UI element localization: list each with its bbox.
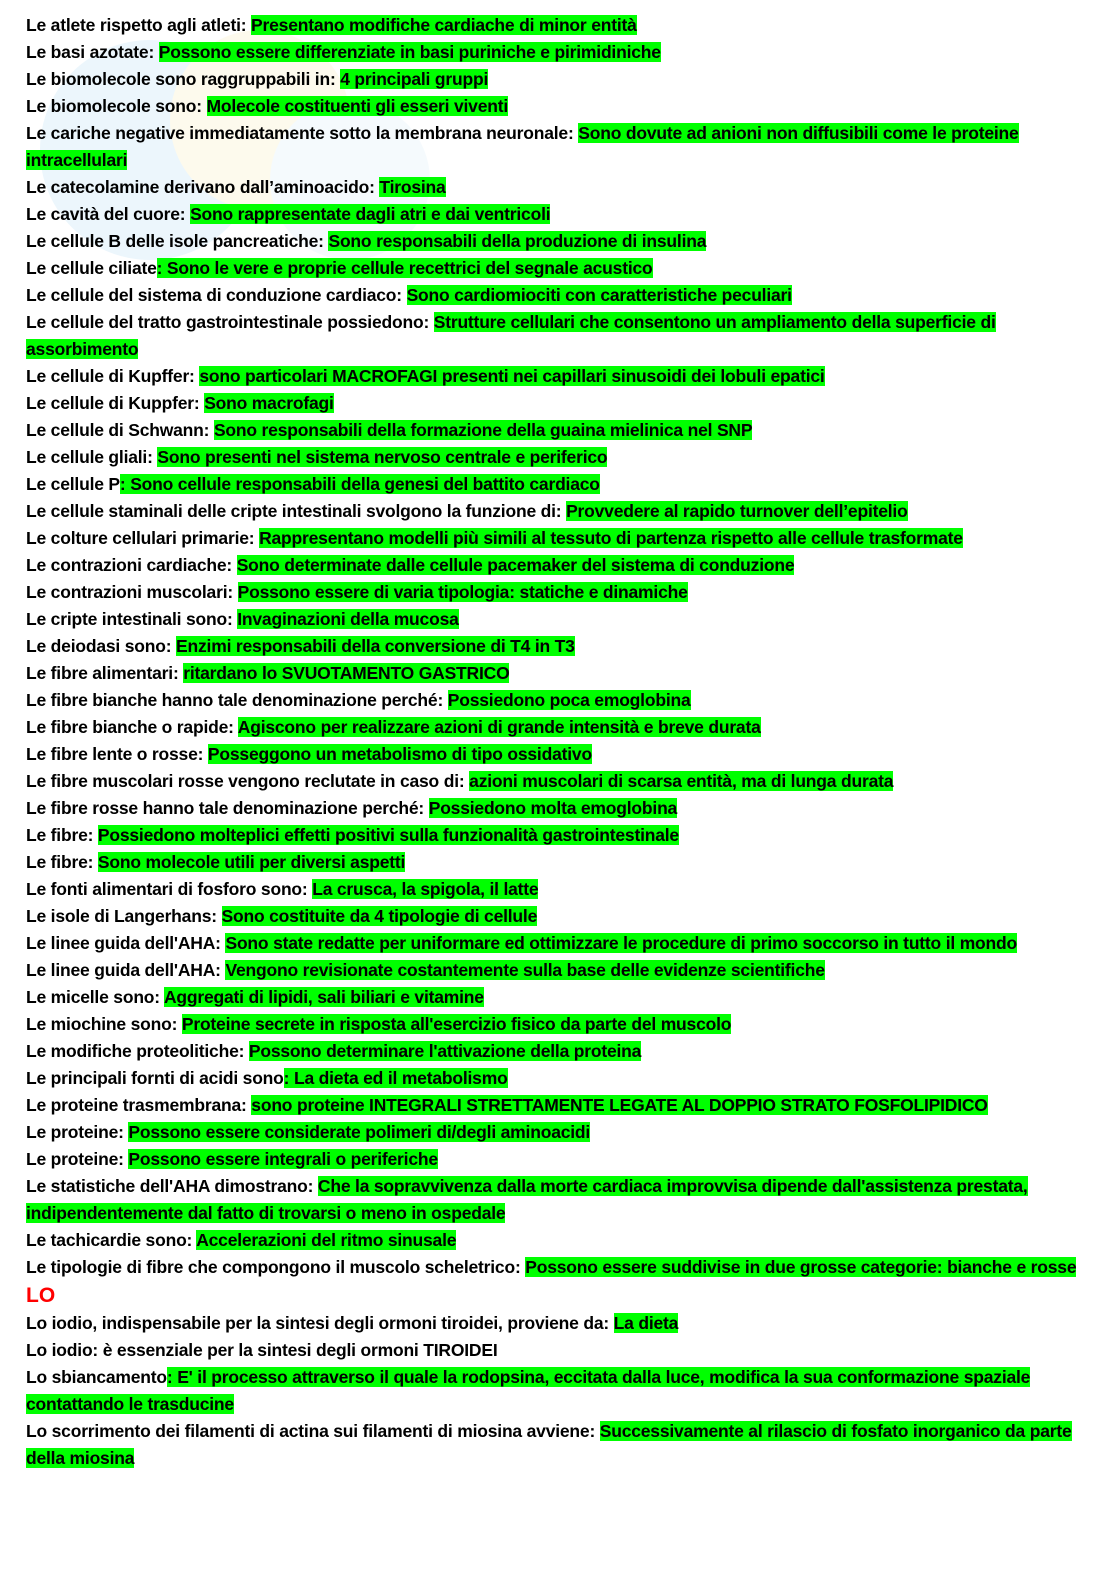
- qa-entry: [26, 957, 1096, 984]
- question-text: Le statistiche dell'AHA dimostrano:: [26, 1176, 318, 1196]
- qa-entry: [26, 1254, 1096, 1281]
- question-text: Le fibre bianche hanno tale denominazione perché:: [26, 690, 448, 710]
- qa-entry: [26, 741, 1096, 768]
- answer-highlight: Presentano modifiche cardiache di minor entità: [251, 15, 637, 35]
- answer-highlight: Sono presenti nel sistema nervoso centrale e periferico: [157, 447, 608, 467]
- question-text: Le contrazioni muscolari:: [26, 582, 238, 602]
- question-text: Le cellule di Schwann:: [26, 420, 214, 440]
- question-text: Le biomolecole sono:: [26, 96, 207, 116]
- answer-highlight: Posseggono un metabolismo di tipo ossidativo: [207, 744, 592, 764]
- qa-entry: [26, 984, 1096, 1011]
- question-text: Le tipologie di fibre che compongono il muscolo scheletrico:: [26, 1257, 526, 1277]
- question-text: Le miochine sono:: [26, 1014, 182, 1034]
- question-text: Le basi azotate:: [26, 42, 159, 62]
- answer-highlight: Sono molecole utili per diversi aspetti: [97, 852, 406, 872]
- answer-highlight: Possono essere differenziate in basi puriniche e pirimidiniche: [158, 42, 661, 62]
- answer-highlight: Successivamente al rilascio di fosfato inorganico da parte della miosina: [26, 1421, 1072, 1468]
- qa-entry: [26, 1011, 1096, 1038]
- answer-highlight: Aggregati di lipidi, sali biliari e vitamine: [163, 987, 484, 1007]
- answer-highlight: : Sono le vere e proprie cellule recettrici del segnale acustico: [156, 258, 653, 278]
- qa-entry: [26, 93, 1096, 120]
- question-text: Le micelle sono:: [26, 987, 164, 1007]
- question-text: Le linee guida dell'AHA:: [26, 960, 226, 980]
- answer-highlight: 4 principali gruppi: [340, 69, 489, 89]
- qa-entry: [26, 795, 1096, 822]
- question-text: Le principali fornti di acidi sono: [26, 1068, 284, 1088]
- question-text: Le proteine trasmembrana:: [26, 1095, 252, 1115]
- answer-highlight: Possiedono molta emoglobina: [428, 798, 678, 818]
- answer-highlight: Possono essere di varia tipologia: statiche e dinamiche: [237, 582, 688, 602]
- answer-highlight: : La dieta ed il metabolismo: [283, 1068, 508, 1088]
- question-text: Le cellule staminali delle cripte intestinali svolgono la funzione di:: [26, 501, 567, 521]
- question-text: Le fonti alimentari di fosforo sono:: [26, 879, 313, 899]
- qa-entry: [26, 120, 1096, 174]
- answer-highlight: Sono cardiomiociti con caratteristiche peculiari: [406, 285, 792, 305]
- qa-entry: [26, 1227, 1096, 1254]
- qa-entry: [26, 1038, 1096, 1065]
- entry-list-lo: [26, 1310, 1096, 1472]
- answer-highlight: Possiedono poca emoglobina: [447, 690, 691, 710]
- question-text: Le cellule del tratto gastrointestinale possiedono:: [26, 312, 434, 332]
- answer-highlight: Possono essere suddivise in due grosse categorie: bianche e rosse: [525, 1257, 1077, 1277]
- answer-highlight: sono proteine INTEGRALI STRETTAMENTE LEGATE AL DOPPIO STRATO FOSFOLIPIDICO: [251, 1095, 988, 1115]
- question-text: Le catecolamine derivano dall’aminoacido:: [26, 177, 380, 197]
- answer-highlight: sono particolari MACROFAGI presenti nei capillari sinusoidi dei lobuli epatici: [199, 366, 825, 386]
- question-text: Le fibre:: [26, 852, 98, 872]
- question-text: Le modifiche proteolitiche:: [26, 1041, 249, 1061]
- question-text: Le cripte intestinali sono:: [26, 609, 238, 629]
- answer-highlight: Rappresentano modelli più simili al tessuto di partenza rispetto alle cellule trasformate: [259, 528, 963, 548]
- answer-highlight: : Sono cellule responsabili della genesi del battito cardiaco: [119, 474, 600, 494]
- answer-highlight: ritardano lo SVUOTAMENTO GASTRICO: [183, 663, 510, 683]
- answer-highlight: Sono responsabili della formazione della guaina mielinica nel SNP: [213, 420, 753, 440]
- answer-highlight: Vengono revisionate costantemente sulla base delle evidenze scientifiche: [225, 960, 825, 980]
- question-text: Le cellule di Kupffer:: [26, 366, 200, 386]
- question-text: Le fibre bianche o rapide:: [26, 717, 238, 737]
- qa-entry: [26, 876, 1096, 903]
- answer-highlight: Sono responsabili della produzione di insulina: [328, 231, 707, 251]
- answer-highlight: Provvedere al rapido turnover dell’epitelio: [566, 501, 908, 521]
- answer-highlight: Sono state redatte per uniformare ed ottimizzare le procedure di primo soccorso in tutto il mondo: [225, 933, 1018, 953]
- answer-highlight: Che la sopravvivenza dalla morte cardiaca improvvisa dipende dall'assistenza prestata, indipendentemente dal fatto di trovarsi o meno in ospedale: [26, 1176, 1028, 1223]
- answer-highlight: Enzimi responsabili della conversione di T4 in T3: [176, 636, 575, 656]
- answer-highlight: Possono essere considerate polimeri di/degli aminoacidi: [128, 1122, 591, 1142]
- qa-entry: [26, 1418, 1096, 1472]
- qa-entry: [26, 1092, 1096, 1119]
- question-text: Le cariche negative immediatamente sotto la membrana neuronale:: [26, 123, 579, 143]
- qa-entry: [26, 606, 1096, 633]
- question-text: Le cellule gliali:: [26, 447, 158, 467]
- question-text: Le fibre alimentari:: [26, 663, 184, 683]
- question-text: Le biomolecole sono raggruppabili in:: [26, 69, 341, 89]
- qa-entry: [26, 255, 1096, 282]
- qa-entry: [26, 687, 1096, 714]
- answer-highlight: Possiedono molteplici effetti positivi sulla funzionalità gastrointestinale: [97, 825, 679, 845]
- answer-highlight: Possono determinare l'attivazione della proteina: [248, 1041, 642, 1061]
- question-text: Le fibre lente o rosse:: [26, 744, 208, 764]
- qa-entry: [26, 309, 1096, 363]
- qa-entry: [26, 525, 1096, 552]
- answer-highlight: Molecole costituenti gli esseri viventi: [206, 96, 509, 116]
- question-text: Lo iodio: è essenziale per la sintesi degli ormoni TIROIDEI: [26, 1340, 498, 1360]
- answer-highlight: Sono costituite da 4 tipologie di cellule: [221, 906, 538, 926]
- answer-highlight: Sono dovute ad anioni non diffusibili come le proteine intracellulari: [26, 123, 1019, 170]
- question-text: Le fibre muscolari rosse vengono reclutate in caso di:: [26, 771, 470, 791]
- qa-entry: [26, 1173, 1096, 1227]
- qa-entry: [26, 714, 1096, 741]
- answer-highlight: azioni muscolari di scarsa entità, ma di lunga durata: [469, 771, 894, 791]
- qa-entry: [26, 849, 1096, 876]
- qa-entry: [26, 660, 1096, 687]
- qa-entry: [26, 174, 1096, 201]
- answer-highlight: Proteine secrete in risposta all'esercizio fisico da parte del muscolo: [181, 1014, 732, 1034]
- question-text: Le linee guida dell'AHA:: [26, 933, 226, 953]
- answer-highlight: Sono rappresentate dagli atri e dai ventricoli: [190, 204, 551, 224]
- answer-highlight: Invaginazioni della mucosa: [237, 609, 459, 629]
- qa-entry: [26, 552, 1096, 579]
- qa-entry: [26, 282, 1096, 309]
- qa-entry: [26, 39, 1096, 66]
- question-text: Le proteine:: [26, 1149, 129, 1169]
- qa-entry: [26, 498, 1096, 525]
- question-text: Le fibre rosse hanno tale denominazione perché:: [26, 798, 429, 818]
- question-text: Le deiodasi sono:: [26, 636, 177, 656]
- qa-entry: [26, 1310, 1096, 1337]
- answer-highlight: La crusca, la spigola, il latte: [312, 879, 539, 899]
- answer-highlight: Tirosina: [379, 177, 446, 197]
- question-text: Le proteine:: [26, 1122, 129, 1142]
- qa-entry: [26, 363, 1096, 390]
- qa-entry: [26, 1119, 1096, 1146]
- question-text: Le cellule P: [26, 474, 120, 494]
- qa-entry: [26, 417, 1096, 444]
- document-page: [26, 12, 1096, 1472]
- qa-entry: [26, 471, 1096, 498]
- answer-highlight: La dieta: [613, 1313, 679, 1333]
- answer-highlight: : E' il processo attraverso il quale la rodopsina, eccitata dalla luce, modifica la sua conformazione spaziale contattando le trasducine: [26, 1367, 1031, 1414]
- qa-entry: [26, 1146, 1096, 1173]
- qa-entry: [26, 579, 1096, 606]
- question-text: Le cellule ciliate: [26, 258, 157, 278]
- question-text: Le cellule B delle isole pancreatiche:: [26, 231, 329, 251]
- qa-entry: [26, 66, 1096, 93]
- question-text: Le tachicardie sono:: [26, 1230, 197, 1250]
- question-text: Le contrazioni cardiache:: [26, 555, 237, 575]
- qa-entry: [26, 228, 1096, 255]
- qa-entry: [26, 930, 1096, 957]
- qa-entry: [26, 201, 1096, 228]
- qa-entry: [26, 1364, 1096, 1418]
- question-text: Le atlete rispetto agli atleti:: [26, 15, 252, 35]
- question-text: Le cavità del cuore:: [26, 204, 191, 224]
- question-text: Le colture cellulari primarie:: [26, 528, 260, 548]
- section-heading-lo: LO: [26, 1284, 56, 1307]
- answer-highlight: Sono macrofagi: [204, 393, 334, 413]
- answer-highlight: Possono essere integrali o periferiche: [128, 1149, 438, 1169]
- qa-entry: [26, 390, 1096, 417]
- qa-entry: [26, 633, 1096, 660]
- answer-highlight: Sono determinate dalle cellule pacemaker del sistema di conduzione: [236, 555, 795, 575]
- answer-highlight: Accelerazioni del ritmo sinusale: [196, 1230, 457, 1250]
- answer-highlight: Agiscono per realizzare azioni di grande intensità e breve durata: [237, 717, 761, 737]
- question-text: Le cellule di Kuppfer:: [26, 393, 205, 413]
- question-text: Le isole di Langerhans:: [26, 906, 222, 926]
- qa-entry: [26, 1337, 1096, 1364]
- question-text: Lo iodio, indispensabile per la sintesi degli ormoni tiroidei, proviene da:: [26, 1313, 614, 1333]
- question-text: Lo scorrimento dei filamenti di actina sui filamenti di miosina avviene:: [26, 1421, 600, 1441]
- question-text: Lo sbiancamento: [26, 1367, 167, 1387]
- qa-entry: [26, 1065, 1096, 1092]
- qa-entry: [26, 444, 1096, 471]
- qa-entry: [26, 12, 1096, 39]
- entry-list-le: [26, 12, 1096, 1281]
- qa-entry: [26, 903, 1096, 930]
- qa-entry: [26, 822, 1096, 849]
- question-text: Le cellule del sistema di conduzione cardiaco:: [26, 285, 407, 305]
- qa-entry: [26, 768, 1096, 795]
- question-text: Le fibre:: [26, 825, 98, 845]
- answer-highlight: Strutture cellulari che consentono un ampliamento della superficie di assorbimento: [26, 312, 996, 359]
